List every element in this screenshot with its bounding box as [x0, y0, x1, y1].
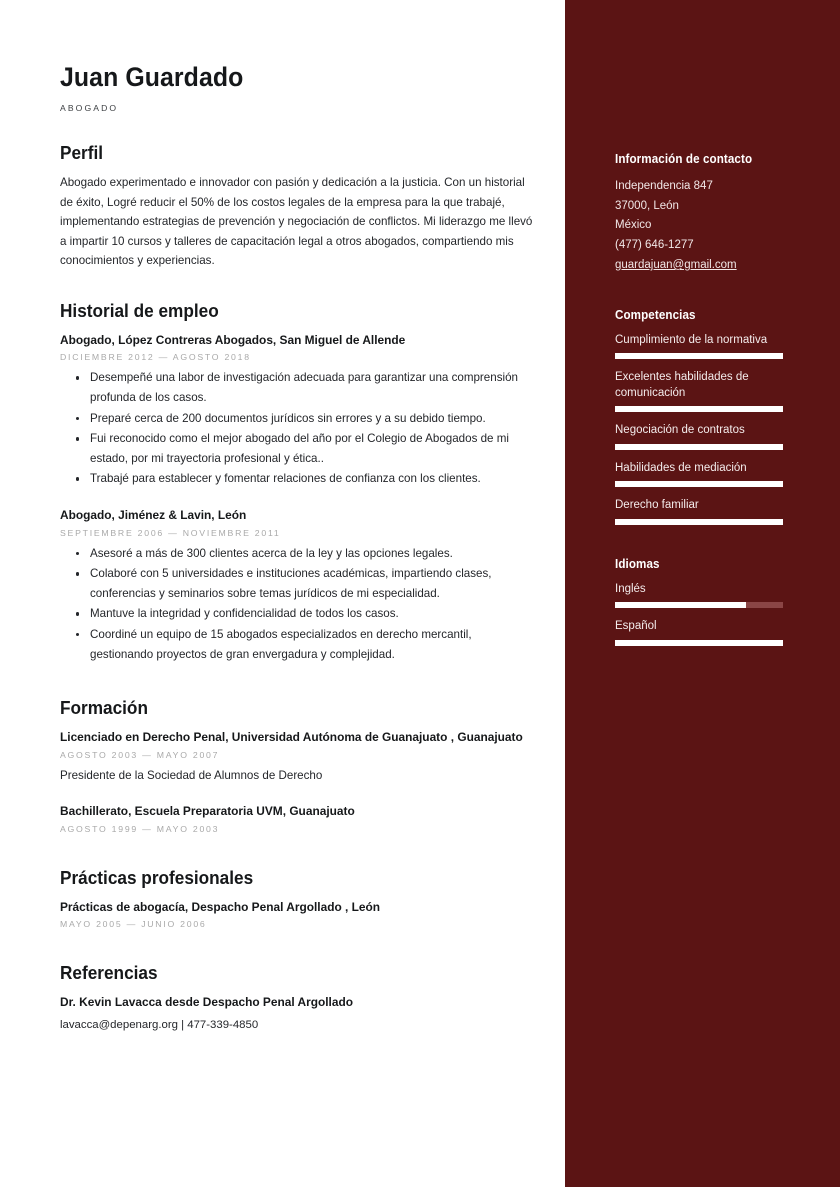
section-title-internships: Prácticas profesionales — [60, 866, 254, 888]
language-bar-track — [615, 602, 783, 608]
skill-item — [615, 423, 782, 450]
language-bar-track — [615, 640, 783, 646]
skill-label: Habilidades de mediación — [615, 461, 747, 474]
skill-bar-track — [615, 353, 783, 359]
language-item — [615, 619, 782, 646]
list-item: Asesoré a más de 300 clientes acerca de la ley y las opciones legales. — [90, 544, 537, 564]
internship-entry — [60, 898, 537, 930]
education-entry — [60, 728, 537, 785]
skill-item — [615, 333, 782, 360]
education-note: Presidente de la Sociedad de Alumnos de Derecho — [60, 768, 323, 782]
contact-country: México — [615, 219, 652, 231]
skill-label: Negociación de contratos — [615, 424, 745, 436]
skill-item — [615, 370, 782, 412]
education-dates: AGOSTO 1999 — MAYO 2003 — [60, 823, 220, 834]
reference-person: Dr. Kevin Lavacca desde Despacho Penal Argollado — [60, 995, 353, 1010]
skill-bar-fill — [615, 406, 783, 412]
section-title-references: Referencias — [60, 962, 158, 984]
employment-dates: SEPTIEMBRE 2006 — NOVIEMBRE 2011 — [60, 527, 281, 538]
sidebar-section-skills — [615, 308, 782, 525]
sidebar-section-contact — [615, 152, 782, 276]
education-dates: AGOSTO 2003 — MAYO 2007 — [60, 749, 220, 760]
skill-label: Excelentes habilidades de comunicación — [615, 371, 749, 399]
contact-address-line1: Independencia 847 — [615, 180, 713, 192]
contact-phone: (477) 646-1277 — [615, 238, 694, 251]
sidebar-section-languages — [615, 557, 782, 646]
education-degree: Licenciado en Derecho Penal, Universidad Autónoma de Guanajuato , Guanajuato — [60, 730, 523, 745]
skill-item — [615, 461, 782, 488]
profile-text: Abogado experimentado e innovador con pasión y dedicación a la justicia. Con un historial de éxito, Logré reducir el 50% de los costos legales de la empresa para la que trabajé, implementando estrategias de prevención y negociación de conflictos. Mi liderazgo me llevó a impartir 10 cursos y talleres de capacitación legal a otros abogados, compartiendo mis conocimientos y experiencias. — [60, 176, 533, 268]
skill-bar-fill — [615, 444, 783, 450]
language-label: Español — [615, 620, 657, 632]
list-item: Colaboré con 5 universidades e instituciones académicas, impartiendo clases, conferencias y seminarios sobre temas jurídicos de mi especialidad. — [90, 564, 537, 603]
section-profile — [60, 142, 537, 271]
employment-dates: DICIEMBRE 2012 — AGOSTO 2018 — [60, 352, 251, 363]
language-label: Inglés — [615, 582, 646, 595]
internship-dates: MAYO 2005 — JUNIO 2006 — [60, 919, 207, 930]
skill-bar-track — [615, 406, 783, 412]
sidebar-title-languages: Idiomas — [615, 556, 660, 571]
list-item: Desempeñé una labor de investigación adecuada para garantizar una comprensión profunda de los casos. — [90, 368, 537, 407]
skill-label: Cumplimiento de la normativa — [615, 333, 768, 346]
internship-role: Prácticas de abogacía, Despacho Penal Argollado , León — [60, 899, 381, 914]
skill-bar-track — [615, 481, 783, 487]
education-degree: Bachillerato, Escuela Preparatoria UVM, Guanajuato — [60, 804, 355, 819]
employment-role: Abogado, Jiménez & Lavin, León — [60, 508, 247, 523]
reference-contact: lavacca@depenarg.org | 477-339-4850 — [60, 1018, 259, 1031]
section-education — [60, 697, 537, 834]
list-item: Coordiné un equipo de 15 abogados especializados en derecho mercantil, gestionando proyectos de gran envergadura y complejidad. — [90, 625, 537, 664]
skill-bar-track — [615, 519, 783, 525]
sidebar-title-contact: Información de contacto — [615, 152, 753, 166]
skill-bar-fill — [615, 353, 783, 359]
skill-bar-fill — [615, 519, 783, 525]
candidate-name: Juan Guardado — [60, 62, 244, 92]
list-item: Mantuve la integridad y confidencialidad de todos los casos. — [90, 604, 537, 624]
employment-entry — [60, 506, 537, 664]
employment-entry — [60, 331, 537, 489]
section-internships — [60, 867, 537, 930]
language-bar-fill — [615, 602, 746, 608]
skill-bar-track — [615, 444, 783, 450]
section-references — [60, 962, 537, 1035]
list-item: Fui reconocido como el mejor abogado del año por el Colegio de Abogados de mi estado, por mi trayectoria profesional y ética.. — [90, 429, 537, 468]
skill-bar-fill — [615, 481, 783, 487]
sidebar-title-skills: Competencias — [615, 307, 696, 322]
employment-bullets — [60, 368, 537, 489]
contact-address-line2: 37000, León — [615, 199, 679, 212]
section-title-employment: Historial de empleo — [60, 299, 219, 321]
language-bar-fill — [615, 640, 783, 646]
list-item: Trabajé para establecer y fomentar relaciones de confianza con los clientes. — [90, 469, 537, 489]
sidebar — [565, 0, 840, 1187]
section-title-education: Formación — [60, 697, 148, 719]
candidate-job-title: ABOGADO — [60, 103, 119, 113]
reference-entry — [60, 993, 537, 1035]
contact-email-link[interactable]: guardajuan@gmail.com — [615, 259, 737, 271]
skill-item — [615, 498, 782, 525]
section-title-profile: Perfil — [60, 142, 104, 163]
education-entry — [60, 802, 537, 834]
employment-bullets — [60, 544, 537, 665]
list-item: Preparé cerca de 200 documentos jurídicos sin errores y a su debido tiempo. — [90, 409, 537, 429]
language-item — [615, 582, 782, 609]
employment-role: Abogado, López Contreras Abogados, San Miguel de Allende — [60, 332, 406, 347]
section-employment — [60, 300, 537, 664]
skill-label: Derecho familiar — [615, 499, 699, 511]
